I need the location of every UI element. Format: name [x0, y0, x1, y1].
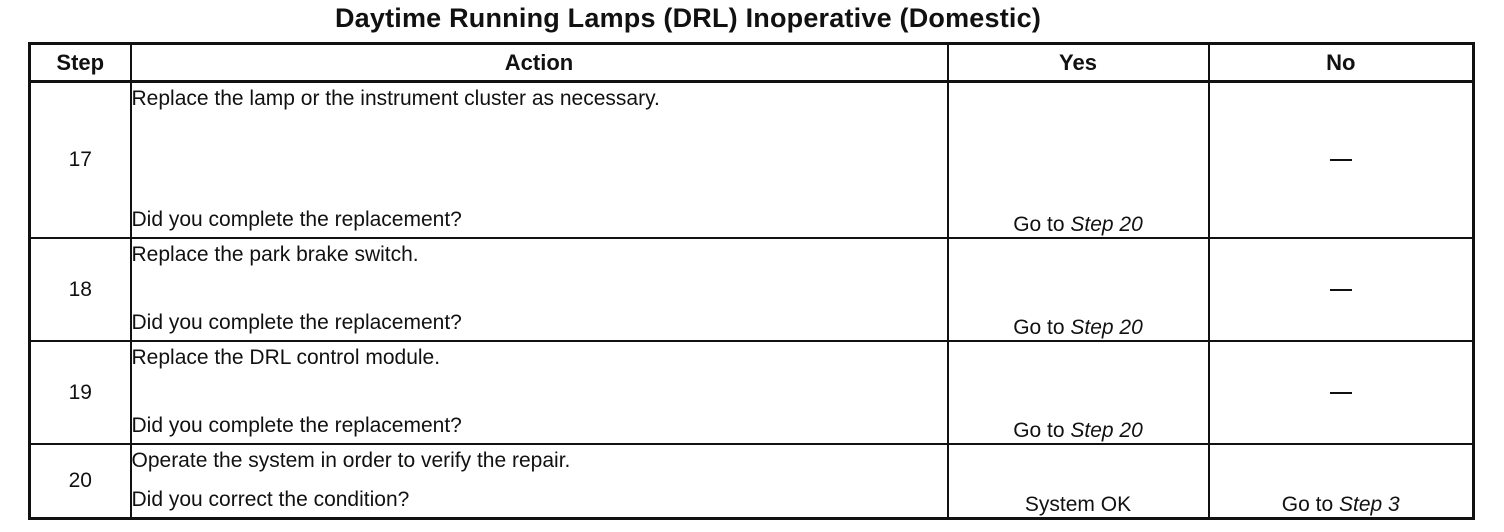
- header-yes: Yes: [948, 44, 1209, 82]
- yes-cell: [948, 444, 1209, 519]
- no-cell: [1209, 238, 1474, 341]
- action-question: Did you complete the replacement?: [131, 208, 462, 231]
- yes-prefix: Go to: [1013, 419, 1071, 442]
- no-prefix: Go to: [1281, 493, 1339, 516]
- step-number: 20: [30, 444, 131, 519]
- action-text: Replace the park brake switch.: [131, 243, 419, 266]
- page-title: Daytime Running Lamps (DRL) Inoperative (Domestic): [334, 3, 1042, 33]
- no-step-link: Step 3: [1338, 493, 1400, 516]
- action-question: Did you correct the condition?: [131, 488, 410, 511]
- yes-cell: [948, 82, 1209, 239]
- no-cell: [1209, 82, 1474, 239]
- header-no: No: [1209, 44, 1474, 82]
- yes-prefix: System OK: [1024, 493, 1132, 516]
- yes-step-link: Step 20: [1070, 316, 1143, 339]
- em-dash-mark: [1330, 392, 1352, 394]
- yes-prefix: Go to: [1013, 316, 1071, 339]
- em-dash-mark: [1330, 289, 1352, 291]
- table-row: [30, 341, 1474, 444]
- action-text: Replace the DRL control module.: [131, 346, 441, 369]
- header-action: Action: [131, 44, 948, 82]
- table-row: [30, 238, 1474, 341]
- action-cell: [131, 444, 948, 519]
- action-question: Did you complete the replacement?: [131, 311, 462, 334]
- table-row: [30, 82, 1474, 239]
- diagnostic-table: [28, 42, 1475, 520]
- action-cell: [131, 341, 948, 444]
- action-text: Operate the system in order to verify the repair.: [131, 449, 571, 472]
- step-number: 17: [30, 82, 131, 239]
- no-cell: [1209, 341, 1474, 444]
- yes-step-link: Step 20: [1070, 213, 1143, 236]
- step-number: 19: [30, 341, 131, 444]
- table-row: [30, 444, 1474, 519]
- action-cell: [131, 238, 948, 341]
- step-number: 18: [30, 238, 131, 341]
- header-row: [30, 44, 1474, 82]
- yes-prefix: Go to: [1013, 213, 1071, 236]
- action-text: Replace the lamp or the instrument cluster as necessary.: [131, 87, 660, 110]
- action-question: Did you complete the replacement?: [131, 414, 462, 437]
- em-dash-mark: [1330, 159, 1352, 161]
- action-cell: [131, 82, 948, 239]
- yes-cell: [948, 341, 1209, 444]
- yes-cell: [948, 238, 1209, 341]
- yes-step-link: Step 20: [1070, 419, 1143, 442]
- no-cell: [1209, 444, 1474, 519]
- header-step: Step: [30, 44, 131, 82]
